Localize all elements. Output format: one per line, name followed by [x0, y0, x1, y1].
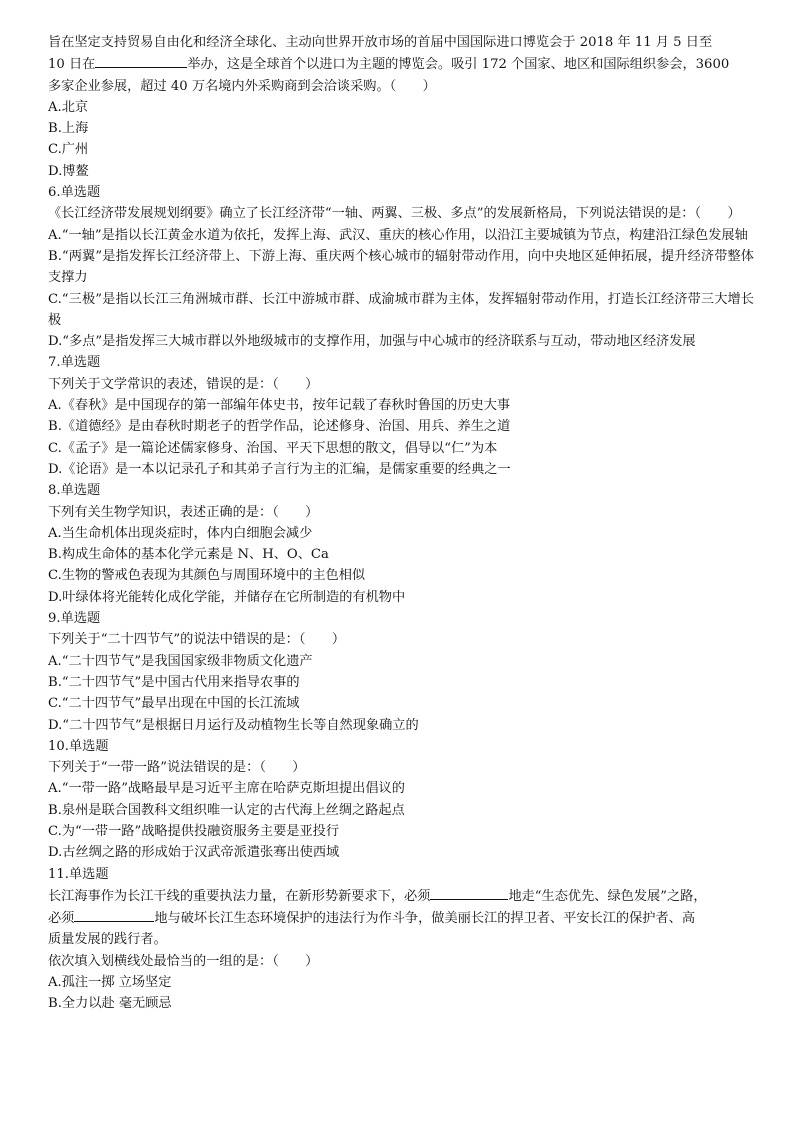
- question-stem: 下列关于“二十四节气”的说法中错误的是：（ ）: [48, 632, 346, 648]
- stem-text: 举办，这是全球首个以进口为主题的博览会。吸引 172 个国家、地区和国际组织参会，3600: [187, 57, 730, 73]
- option: C.《孟子》是一篇论述儒家修身、治国、平天下思想的散文，倡导以“仁”为本: [48, 440, 498, 456]
- question-header: 10.单选题: [48, 738, 109, 754]
- option: D.“二十四节气”是根据日月运行及动植物生长等自然现象确立的: [48, 717, 419, 733]
- question-stem: [48, 907, 754, 929]
- option: B.《道德经》是由春秋时期老子的哲学作品，论述修身、治国、用兵、养生之道: [48, 419, 511, 435]
- question-stem: 下列关于文学常识的表述，错误的是：（ ）: [48, 376, 319, 392]
- stem-text: 长江海事作为长江干线的重要执法力量，在新形势新要求下，必须: [48, 888, 431, 904]
- stem-text: 地走“生态优先、绿色发展”之路，: [508, 888, 707, 904]
- stem-text: 10 日在: [48, 57, 96, 73]
- option: D.博鳌: [48, 163, 89, 179]
- question-stem: 多家企业参展，超过 40 万名境内外采购商到会洽谈采购。（ ）: [48, 78, 436, 94]
- question-stem: 质量发展的践行者。: [48, 932, 167, 948]
- option: C.广州: [48, 142, 89, 158]
- option: A.孤注一掷 立场坚定: [48, 975, 172, 991]
- question-stem: [48, 885, 754, 907]
- question-header: 9.单选题: [48, 611, 101, 627]
- option: A.北京: [48, 99, 89, 115]
- stem-text: 地与破坏长江生态环境保护的违法行为作斗争，做美丽长江的捍卫者、平安长江的保护者、高: [154, 911, 696, 927]
- option: A.“二十四节气”是我国国家级非物质文化遗产: [48, 653, 313, 669]
- option: D.《论语》是一本以记录孔子和其弟子言行为主的汇编，是儒家重要的经典之一: [48, 461, 511, 477]
- question-stem: 《长江经济带发展规划纲要》确立了长江经济带“一轴、两翼、三极、多点”的发展新格局，下列说法错误的是：（ ）: [48, 206, 741, 222]
- question-10: [48, 736, 754, 864]
- option: B.“两翼”是指发挥长江经济带上、下游上海、重庆两个核心城市的辐射带动作用，向中央地区延伸拓展，提升经济带整体支撑力: [48, 248, 754, 286]
- question-document: [48, 32, 754, 1015]
- question-header: 8.单选题: [48, 483, 101, 499]
- option: B.泉州是联合国教科文组织唯一认定的古代海上丝绸之路起点: [48, 802, 405, 818]
- option: B.上海: [48, 121, 89, 137]
- option: C.为“一带一路”战略提供投融资服务主要是亚投行: [48, 823, 340, 839]
- option: D.“多点”是指发挥三大城市群以外地级城市的支撑作用，加强与中心城市的经济联系与互动，带动地区经济发展: [48, 334, 696, 350]
- question-6: [48, 182, 754, 352]
- option: D.叶绿体将光能转化成化学能，并储存在它所制造的有机物中: [48, 589, 406, 605]
- fill-blank: [74, 907, 154, 922]
- fill-blank: [95, 53, 187, 68]
- question-8: [48, 480, 754, 608]
- option: A.《春秋》是中国现存的第一部编年体史书，按年记载了春秋时鲁国的历史大事: [48, 398, 511, 414]
- fill-blank: [430, 885, 508, 900]
- option: B.“二十四节气”是中国古代用来指导农事的: [48, 674, 300, 690]
- option: C.生物的警戒色表现为其颜色与周围环境中的主色相似: [48, 568, 366, 584]
- question-prompt: 依次填入划横线处最恰当的一组的是：（ ）: [48, 953, 319, 969]
- question-stem: [48, 53, 754, 75]
- option: A.“一带一路”战略最早是习近平主席在哈萨克斯坦提出倡议的: [48, 781, 405, 797]
- question-5: [48, 32, 754, 182]
- question-stem: 下列关于“一带一路”说法错误的是：（ ）: [48, 760, 306, 776]
- option: B.全力以赴 毫无顾忌: [48, 996, 172, 1012]
- question-stem: 下列有关生物学知识，表述正确的是：（ ）: [48, 504, 319, 520]
- option: C.“三极”是指以长江三角洲城市群、长江中游城市群、成渝城市群为主体，发挥辐射带动作用，打造长江经济带三大增长极: [48, 291, 754, 328]
- question-header: 7.单选题: [48, 355, 101, 371]
- option: C.“二十四节气”最早出现在中国的长江流域: [48, 696, 300, 712]
- option: A.“一轴”是指以长江黄金水道为依托，发挥上海、武汉、重庆的核心作用，以沿江主要城镇为节点，构建沿江绿色发展轴: [48, 227, 748, 243]
- question-header: 11.单选题: [48, 866, 109, 882]
- question-7: [48, 352, 754, 480]
- question-stem: 旨在坚定支持贸易自由化和经济全球化、主动向世界开放市场的首届中国国际进口博览会于 2018 年 11 月 5 日至: [48, 35, 713, 50]
- stem-text: 必须: [48, 911, 75, 927]
- question-11: [48, 864, 754, 1015]
- option: D.古丝绸之路的形成始于汉武帝派遣张骞出使西域: [48, 845, 340, 861]
- option: A.当生命机体出现炎症时，体内白细胞会减少: [48, 525, 313, 541]
- question-header: 6.单选题: [48, 185, 101, 201]
- question-9: [48, 608, 754, 736]
- option: B.构成生命体的基本化学元素是 N、H、O、Ca: [48, 547, 329, 563]
